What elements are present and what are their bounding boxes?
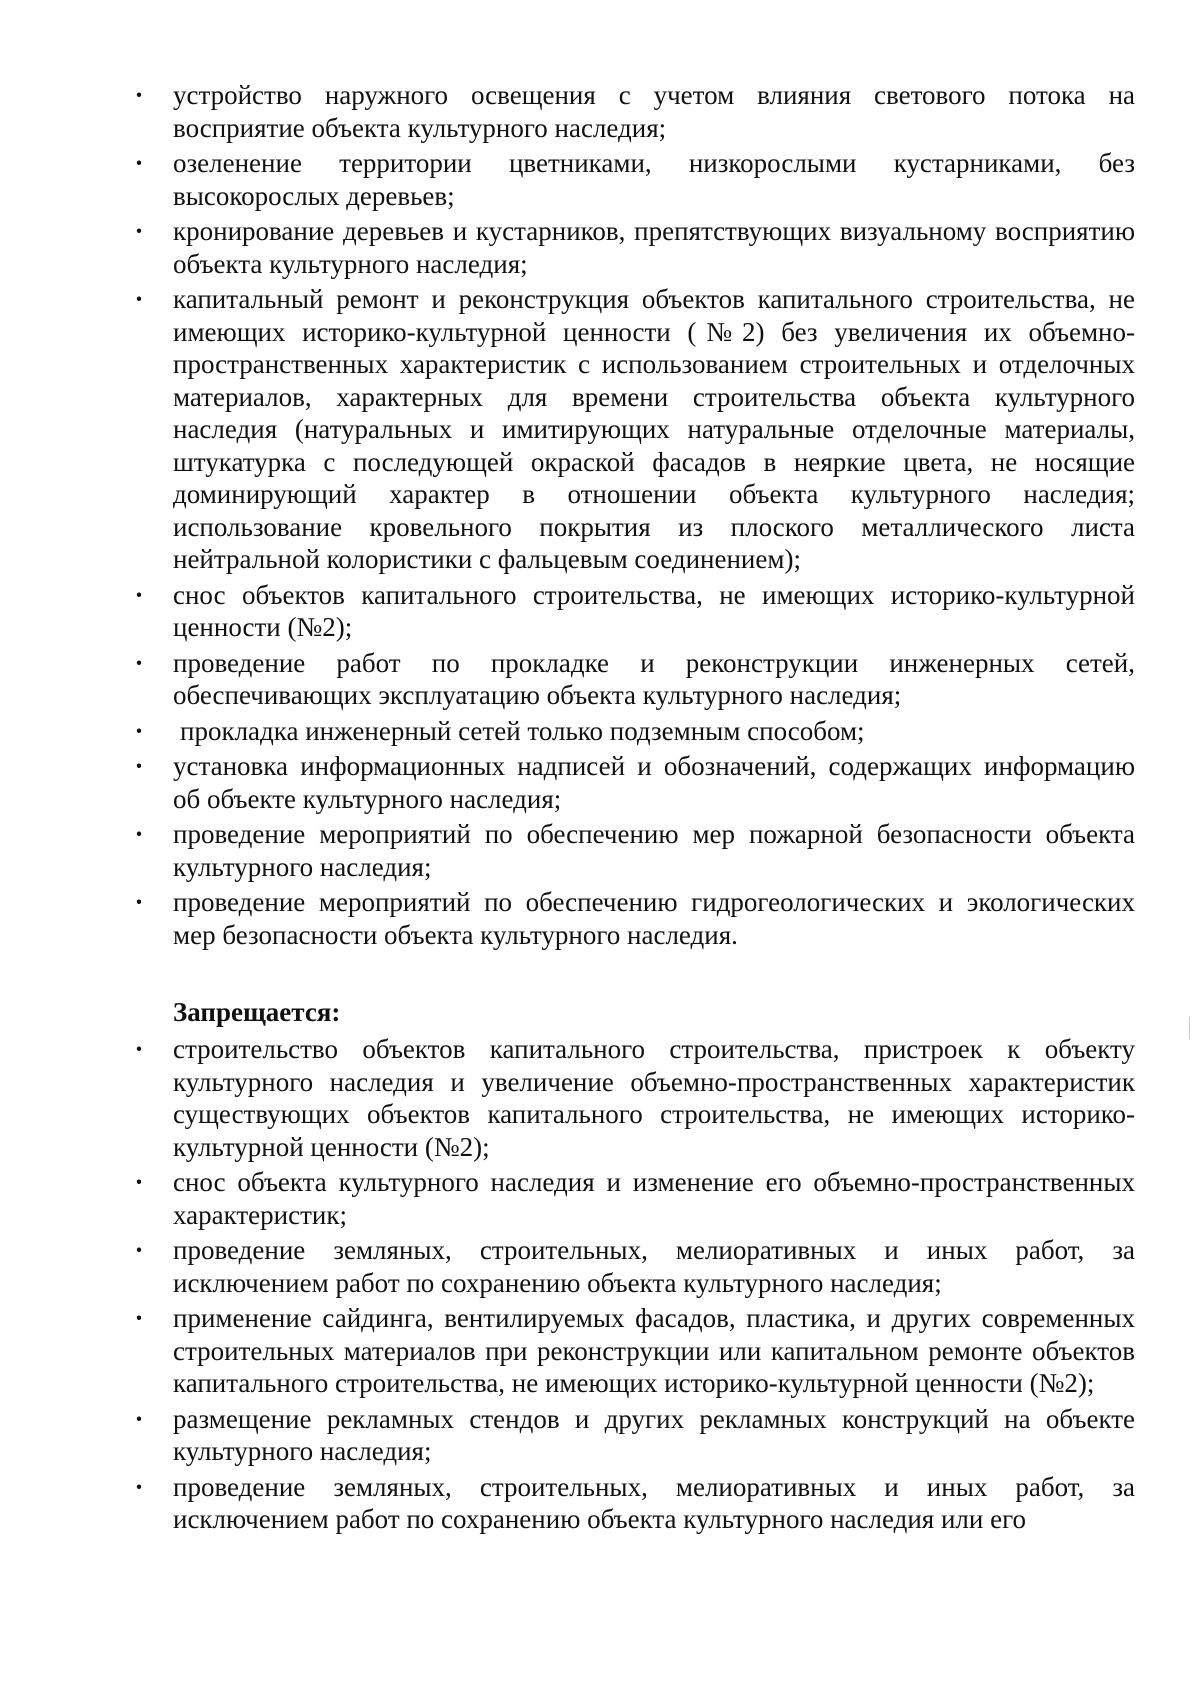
list-item (0, 1471, 1135, 1536)
prohibited-heading: Запрещается: (173, 997, 341, 1027)
list-item-text: проведение мероприятий по обеспечению мер пожарной безопасности объекта культурного наследия; (173, 819, 1135, 882)
bullet-icon: · (134, 751, 144, 781)
bullet-icon: · (134, 715, 144, 746)
bullet-icon: · (134, 1303, 144, 1333)
prohibited-works-list (0, 1033, 1200, 1539)
list-item (0, 1166, 1135, 1231)
bullet-icon: · (134, 1471, 144, 1502)
list-item (0, 1033, 1135, 1163)
list-item-text: снос объекта культурного наследия и изменение его объемно-пространственных характеристик; (173, 1167, 1135, 1230)
list-item-text: капитальный ремонт и реконструкция объектов капитального строительства, не имеющих историко-культурной ценности (№2) без увеличения их объемно-пространственных характеристик с использованием строительных и отделочных материалов, характерных для времени строительства объекта культурного наследия (натуральных и имитирующих натуральные отделочные материалы, штукатурка с последующей окраской фасадов в неяркие цвета, не носящие доминирующий характер в отношении объекта культурного наследия; использование кровельного покрытия из плоского металлического листа нейтральной колористики с фальцевым соединением); (173, 284, 1135, 574)
list-item-text: проведение мероприятий по обеспечению гидрогеологических и экологических мер безопасности объекта культурного наследия. (173, 887, 1135, 950)
bullet-icon: · (134, 819, 144, 849)
list-item (0, 147, 1135, 212)
list-item-text: проведение земляных, строительных, мелиоративных и иных работ, за исключением работ по сохранению объекта культурного наследия; (173, 1235, 1135, 1298)
bullet-icon: · (134, 647, 144, 678)
bullet-icon: · (134, 216, 144, 246)
list-item (0, 715, 1135, 748)
list-item (0, 647, 1135, 712)
bullet-icon: · (134, 1403, 144, 1434)
bullet-icon: · (134, 1235, 144, 1265)
bullet-icon: · (134, 887, 144, 917)
list-item (0, 818, 1135, 883)
bullet-icon: · (134, 80, 144, 110)
list-item (0, 1403, 1135, 1468)
list-item-text: проведение работ по прокладке и реконструкции инженерных сетей, обеспечивающих эксплуатацию объекта культурного наследия; (173, 647, 1135, 710)
list-item-text: озеленение территории цветниками, низкорослыми кустарниками, без высокорослых деревьев; (173, 148, 1135, 211)
list-item (0, 1234, 1135, 1299)
list-item (0, 283, 1135, 576)
list-item-text: прокладка инженерный сетей только подземным способом; (180, 715, 865, 746)
list-item (0, 886, 1135, 951)
list-item-text: установка информационных надписей и обозначений, содержащих информацию об объекте культурного наследия; (173, 751, 1135, 814)
list-item (0, 215, 1135, 280)
list-item-text: устройство наружного освещения с учетом влияния светового потока на восприятие объекта культурного наследия; (173, 80, 1135, 143)
list-item (0, 579, 1135, 644)
list-item-text: снос объектов капитального строительства, не имеющих историко-культурной ценности (№2); (173, 579, 1135, 642)
list-item-text: кронирование деревьев и кустарников, препятствующих визуальному восприятию объекта культурного наследия; (173, 216, 1135, 279)
list-item (0, 750, 1135, 815)
list-item (0, 1302, 1135, 1400)
list-item-text: размещение рекламных стендов и других рекламных конструкций на объекте культурного наследия; (173, 1403, 1135, 1466)
list-item-text: строительство объектов капитального строительства, пристроек к объекту культурного наследия и увеличение объемно-пространственных характеристик существующих объектов капитального строительства, не имеющих историко-культурной ценности (№2); (173, 1034, 1135, 1162)
bullet-icon: · (134, 284, 144, 314)
bullet-icon: · (134, 579, 144, 610)
allowed-works-list (0, 79, 1200, 954)
list-item (0, 79, 1135, 144)
bullet-icon: · (134, 148, 144, 178)
list-item-text: применение сайдинга, вентилируемых фасадов, пластика, и других современных строительных материалов при реконструкции или капитальном ремонте объектов капитального строительства, не имеющих историко-культурной ценности (№2); (173, 1303, 1135, 1398)
bullet-icon: · (134, 1034, 144, 1064)
scan-edge-mark (1189, 1017, 1190, 1039)
bullet-icon: · (134, 1167, 144, 1197)
list-item-text: проведение земляных, строительных, мелиоративных и иных работ, за исключением работ по сохранению объекта культурного наследия или его (173, 1471, 1135, 1534)
